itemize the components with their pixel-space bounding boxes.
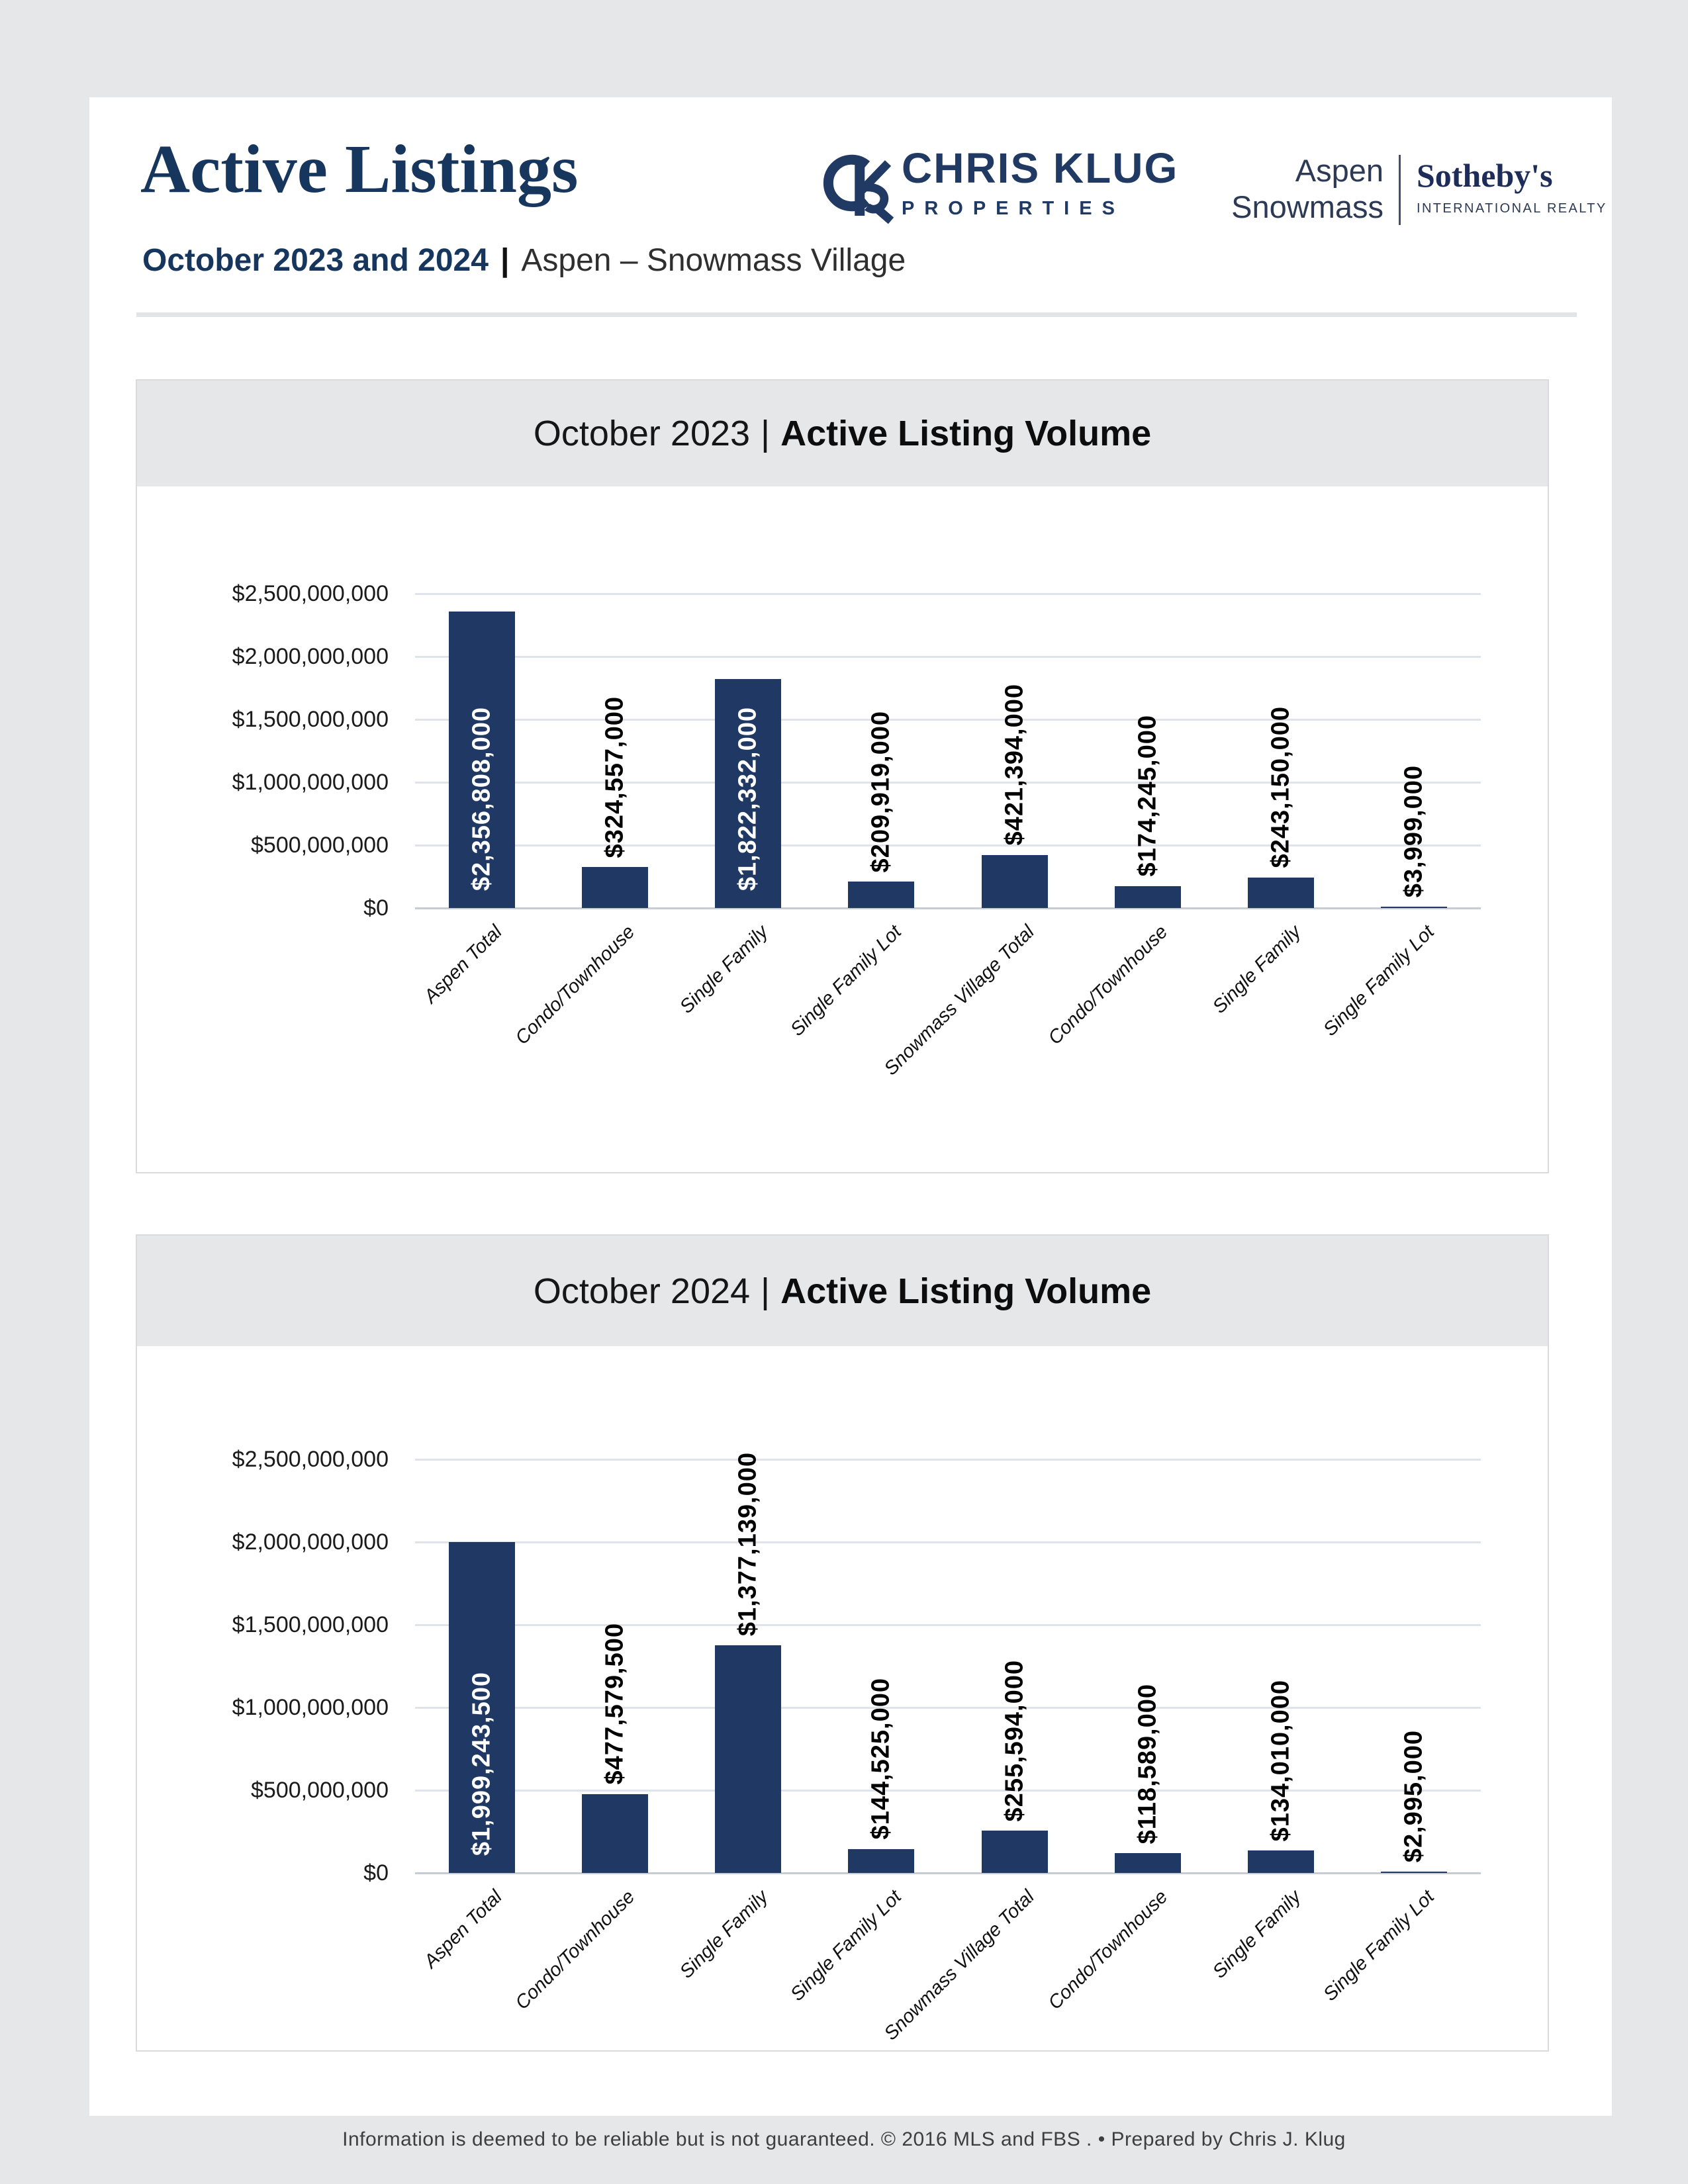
bar-value-label-6: $243,150,000 xyxy=(1266,706,1295,868)
bar-3 xyxy=(848,882,914,908)
x-axis-label-text: Single Family Lot xyxy=(786,921,906,1040)
x-axis-label-text: Single Family Lot xyxy=(1319,921,1439,1040)
chart-title-separator: | xyxy=(761,414,771,453)
bar-3 xyxy=(848,1849,914,1873)
chart-title-period: October 2023 xyxy=(533,414,751,453)
gridline xyxy=(415,1790,1481,1792)
chart-title-october-2024 xyxy=(137,1236,1548,1346)
gridline xyxy=(415,719,1481,721)
chart-title-metric: Active Listing Volume xyxy=(780,414,1152,453)
x-axis-label-text: Single Family xyxy=(676,1886,773,1983)
chris-klug-wordmark xyxy=(902,144,1179,220)
bar-7 xyxy=(1381,1872,1447,1873)
chart-panel-october-2023 xyxy=(136,379,1549,1173)
gridline xyxy=(415,1459,1481,1461)
gridline xyxy=(415,656,1481,658)
chart-october-2024-plot-area xyxy=(137,1346,1548,2050)
report-subtitle xyxy=(142,242,906,279)
y-axis-tick-label: $2,500,000,000 xyxy=(232,1447,389,1472)
x-axis-label-text: Condo/Townhouse xyxy=(1044,1886,1172,2014)
subtitle-period: October 2023 and 2024 xyxy=(142,243,489,278)
ck-monogram-icon xyxy=(816,148,895,228)
y-axis-tick-label: $500,000,000 xyxy=(251,1778,389,1803)
y-axis-tick-label: $0 xyxy=(363,1860,389,1886)
x-axis-label-text: Snowmass Village Total xyxy=(880,921,1039,1080)
x-axis-label-text: Condo/Townhouse xyxy=(1044,921,1172,1049)
sothebys-tagline: INTERNATIONAL REALTY xyxy=(1417,201,1607,216)
gridline xyxy=(415,1707,1481,1709)
bar-value-label-4: $421,394,000 xyxy=(1000,684,1029,846)
aspen-snowmass-logo xyxy=(1185,152,1383,226)
chart-october-2023-plot-area xyxy=(137,486,1548,1172)
x-axis-label-text: Condo/Townhouse xyxy=(511,921,639,1049)
bar-4 xyxy=(982,855,1048,908)
gridline xyxy=(415,1541,1481,1543)
logo-divider xyxy=(1399,155,1401,225)
chart-title-october-2023 xyxy=(137,381,1548,486)
y-axis-tick-label: $2,000,000,000 xyxy=(232,1529,389,1555)
gridline xyxy=(415,907,1481,909)
header-divider xyxy=(136,312,1577,317)
bar-value-label-3: $209,919,000 xyxy=(867,710,895,873)
y-axis-tick-label: $500,000,000 xyxy=(251,833,389,858)
bar-value-label-5: $174,245,000 xyxy=(1133,715,1162,877)
y-axis-tick-label: $1,000,000,000 xyxy=(232,1695,389,1720)
bar-7 xyxy=(1381,907,1447,908)
x-axis-label-text: Condo/Townhouse xyxy=(511,1886,639,2014)
subtitle-separator: | xyxy=(500,243,510,278)
bar-value-label-1: $324,557,000 xyxy=(600,696,629,858)
bar-value-label-2: $1,377,139,000 xyxy=(733,1451,762,1636)
x-axis-label-text: Single Family xyxy=(1209,1886,1305,1983)
bar-value-label-7: $3,999,000 xyxy=(1399,764,1428,897)
page-title: Active Listings xyxy=(140,131,579,207)
chris-klug-name: CHRIS KLUG xyxy=(902,144,1179,192)
footer-disclaimer: Information is deemed to be reliable but is not guaranteed. © 2016 MLS and FBS . • Prepared by Chris J. Klug xyxy=(342,2128,1346,2150)
x-axis-label-text: Single Family Lot xyxy=(786,1886,906,2005)
aspen-snowmass-line2: Snowmass xyxy=(1231,189,1383,225)
bar-value-label-0: $1,999,243,500 xyxy=(467,1671,496,1856)
bar-1 xyxy=(582,867,648,908)
bar-value-label-0: $2,356,808,000 xyxy=(467,706,496,891)
bar-1 xyxy=(582,1794,648,1873)
bar-5 xyxy=(1115,886,1181,908)
chris-klug-tagline: PROPERTIES xyxy=(902,197,1125,219)
gridline xyxy=(415,593,1481,595)
bar-6 xyxy=(1248,878,1314,908)
x-axis-label-text: Single Family Lot xyxy=(1319,1886,1439,2005)
chart-title-separator: | xyxy=(761,1271,771,1311)
bar-value-label-3: $144,525,000 xyxy=(867,1678,895,1840)
y-axis-tick-label: $2,000,000,000 xyxy=(232,644,389,669)
x-axis-label-text: Single Family xyxy=(676,921,773,1018)
x-axis-label-text: Snowmass Village Total xyxy=(880,1886,1039,2045)
aspen-snowmass-line1: Aspen xyxy=(1295,153,1383,188)
y-axis-tick-label: $0 xyxy=(363,895,389,921)
chris-klug-properties-logo xyxy=(816,144,1179,228)
y-axis-tick-label: $1,500,000,000 xyxy=(232,707,389,732)
gridline xyxy=(415,844,1481,846)
sothebys-name: Sotheby's xyxy=(1417,157,1553,194)
x-axis-label-text: Aspen Total xyxy=(420,1886,506,1973)
bar-value-label-6: $134,010,000 xyxy=(1266,1680,1295,1842)
subtitle-market: Aspen – Snowmass Village xyxy=(521,243,906,278)
bar-2 xyxy=(715,1645,781,1873)
gridline xyxy=(415,1872,1481,1874)
chart-panel-october-2024 xyxy=(136,1234,1549,2052)
gridline xyxy=(415,782,1481,784)
y-axis-tick-label: $1,000,000,000 xyxy=(232,770,389,795)
chart-title-metric: Active Listing Volume xyxy=(780,1271,1152,1311)
bar-value-label-1: $477,579,500 xyxy=(600,1623,629,1785)
bar-value-label-4: $255,594,000 xyxy=(1000,1659,1029,1822)
bar-value-label-7: $2,995,000 xyxy=(1399,1729,1428,1862)
x-axis-label-text: Single Family xyxy=(1209,921,1305,1018)
bar-5 xyxy=(1115,1853,1181,1873)
x-axis-label-text: Aspen Total xyxy=(420,921,506,1008)
gridline xyxy=(415,1624,1481,1626)
chart-title-period: October 2024 xyxy=(533,1271,751,1311)
bar-4 xyxy=(982,1831,1048,1873)
bar-value-label-2: $1,822,332,000 xyxy=(733,706,762,891)
y-axis-tick-label: $2,500,000,000 xyxy=(232,581,389,606)
sothebys-logo xyxy=(1417,156,1607,216)
bar-6 xyxy=(1248,1850,1314,1873)
bar-value-label-5: $118,589,000 xyxy=(1133,1684,1162,1844)
y-axis-tick-label: $1,500,000,000 xyxy=(232,1612,389,1637)
